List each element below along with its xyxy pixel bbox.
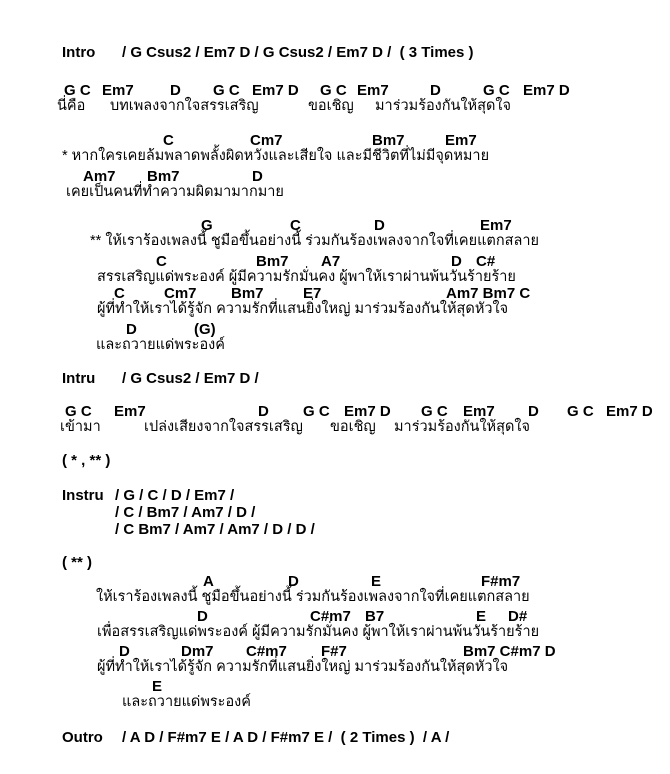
lyric-segment: นี่คือ <box>57 98 86 114</box>
lyric-segment: มาร่วมร้องกันให้สุดใจ <box>375 98 511 114</box>
section-line <box>0 521 670 540</box>
marker-line <box>0 554 670 573</box>
lyric-segment: สรรเสริญแด่พระองค์ ผู้มีความรักมั่นคง ผู้พาให้เราผ่านพ้นวันร้ายร้าย <box>97 269 516 285</box>
chord-label: D <box>288 573 299 590</box>
lyric-line <box>0 301 670 320</box>
chord-label: Am7 <box>83 168 116 185</box>
chord-label: A7 <box>321 253 341 270</box>
chord-label: D <box>430 82 441 99</box>
lyric-segment: มาร่วมร้องกันให้สุดใจ <box>394 419 530 435</box>
chord-label: G C <box>483 82 510 99</box>
chord-label: Em7 D <box>252 82 299 99</box>
chord-label: Em7 <box>357 82 389 99</box>
lyric-segment: ให้เราร้องเพลงนี้ ชูมือขึ้นอย่างนี้ ร่วมกันร้องเพลงจากใจที่เคยแตกสลาย <box>96 589 530 605</box>
chord-label: C <box>156 253 167 270</box>
section-text: / G Csus2 / Em7 D / <box>122 370 259 387</box>
lyric-segment: เพื่อสรรเสริญแด่พระองค์ ผู้มีความรักมั่นคง ผู้พาให้เราผ่านพ้นวันร้ายร้าย <box>97 624 540 640</box>
lyric-segment: เข้ามา <box>60 419 101 435</box>
chord-label: E7 <box>303 285 322 302</box>
section-label: Outro <box>62 729 103 746</box>
chord-label: G C <box>213 82 240 99</box>
lyric-segment: บทเพลงจากใจสรรเสริญ <box>110 98 259 114</box>
section-text: / G Csus2 / Em7 D / G Csus2 / Em7 D / ( 3 Times ) <box>122 44 474 61</box>
chord-label: C <box>290 217 301 234</box>
chord-label: Em7 D <box>344 403 391 420</box>
chord-label: D <box>374 217 385 234</box>
chord-label: D <box>528 403 539 420</box>
chord-label: G C <box>320 82 347 99</box>
chord-label: Bm7 <box>147 168 180 185</box>
chord-label: Cm7 <box>250 132 283 149</box>
chord-label: D <box>170 82 181 99</box>
section-label: Intru <box>62 370 96 387</box>
chord-label: Bm7 <box>231 285 264 302</box>
section-line <box>0 729 670 748</box>
chord-label: Bm7 C#m7 D <box>463 643 556 660</box>
chord-label: B7 <box>365 608 385 625</box>
section-text: / C / Bm7 / Am7 / D / <box>115 504 256 521</box>
lyric-line <box>0 184 670 203</box>
chord-label: G C <box>64 82 91 99</box>
chord-label: Cm7 <box>164 285 197 302</box>
chord-label: Am7 Bm7 C <box>446 285 531 302</box>
repeat-marker: ( * , ** ) <box>62 452 111 469</box>
chord-label: Em7 D <box>523 82 570 99</box>
chord-label: C# <box>476 253 496 270</box>
chord-label: A <box>203 573 214 590</box>
lyric-segment: เคยเป็นคนที่ทำความผิดมามากมาย <box>66 184 284 200</box>
lyric-segment: ผู้ที่ทำให้เราได้รู้จัก ความรักที่แสนยิ่งใหญ่ มาร่วมร้องกันให้สุดหัวใจ <box>97 301 509 317</box>
chord-label: E <box>476 608 487 625</box>
chord-label: F#m7 <box>481 573 521 590</box>
chord-label: D <box>119 643 130 660</box>
chord-label: C <box>114 285 125 302</box>
chord-label: Em7 <box>463 403 495 420</box>
section-line <box>0 370 670 389</box>
chord-label: Dm7 <box>181 643 214 660</box>
chord-label: D <box>451 253 462 270</box>
lyric-segment: และถวายแด่พระองค์ <box>96 337 225 353</box>
chord-label: G C <box>567 403 594 420</box>
chord-label: Em7 <box>445 132 477 149</box>
section-text: / C Bm7 / Am7 / Am7 / D / D / <box>115 521 315 538</box>
lyric-segment: เปล่งเสียงจากใจสรรเสริญ <box>144 419 303 435</box>
chord-label: Em7 <box>102 82 134 99</box>
lyric-segment: ขอเชิญ <box>330 419 376 435</box>
lyric-line <box>0 659 670 678</box>
chord-label: D# <box>508 608 528 625</box>
chord-label: F#7 <box>321 643 347 660</box>
marker-line <box>0 452 670 471</box>
chord-label: D <box>126 321 137 338</box>
section-label: Intro <box>62 44 96 61</box>
lyric-line <box>0 589 670 608</box>
lyric-segment: และถวายแด่พระองค์ <box>122 694 251 710</box>
lyric-line <box>0 419 670 438</box>
chord-label: Em7 <box>114 403 146 420</box>
chord-label: D <box>252 168 263 185</box>
chord-label: C#m7 <box>246 643 287 660</box>
chord-label: E <box>152 678 163 695</box>
lyric-line <box>0 233 670 252</box>
lyric-line <box>0 148 670 167</box>
chord-label: C#m7 <box>310 608 351 625</box>
chord-label: G C <box>303 403 330 420</box>
lyric-segment: ** ให้เราร้องเพลงนี้ ชูมือขึ้นอย่างนี้ ร่วมกันร้องเพลงจากใจที่เคยแตกสลาย <box>90 233 539 249</box>
chord-label: G C <box>421 403 448 420</box>
chord-label: C <box>163 132 174 149</box>
lyric-line <box>0 624 670 643</box>
section-text: / G / C / D / Em7 / <box>115 487 235 504</box>
chord-label: D <box>197 608 208 625</box>
chord-label: (G) <box>194 321 216 338</box>
section-label: Instru <box>62 487 104 504</box>
lyric-segment: ขอเชิญ <box>308 98 354 114</box>
lyric-line <box>0 98 670 117</box>
lyric-segment: ผู้ที่ทำให้เราได้รู้จัก ความรักที่แสนยิ่งใหญ่ มาร่วมร้องกันให้สุดหัวใจ <box>97 659 509 675</box>
chord-label: D <box>258 403 269 420</box>
lyric-line <box>0 694 670 713</box>
chord-label: Em7 <box>480 217 512 234</box>
chord-label: Bm7 <box>256 253 289 270</box>
chord-label: Bm7 <box>372 132 405 149</box>
chord-label: G C <box>65 403 92 420</box>
section-text: / A D / F#m7 E / A D / F#m7 E / ( 2 Times ) / A / <box>122 729 450 746</box>
chord-label: G <box>201 217 213 234</box>
section-line <box>0 44 670 63</box>
lyric-segment: * หากใครเคยล้มพลาดพลั้งผิดหวังและเสียใจ และมีชีวิตที่ไม่มีจุดหมาย <box>62 148 490 164</box>
chord-label: Em7 D <box>606 403 653 420</box>
lyric-line <box>0 337 670 356</box>
chord-label: E <box>371 573 382 590</box>
repeat-marker: ( ** ) <box>62 554 92 571</box>
